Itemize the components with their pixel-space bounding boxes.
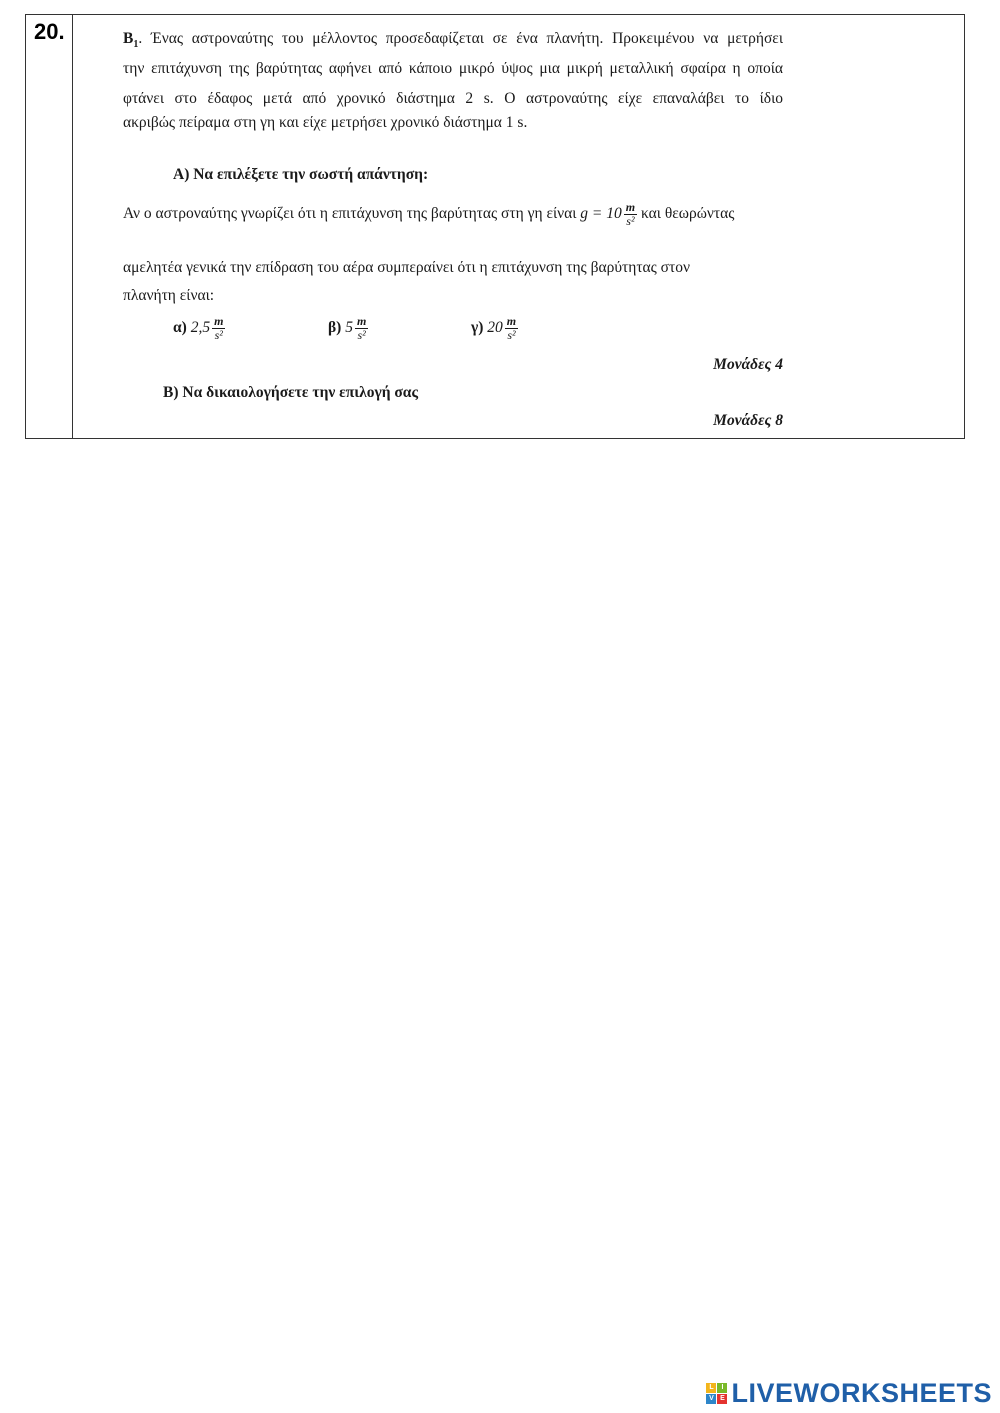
part-a-heading: Α) Να επιλέξετε την σωστή απάντηση: xyxy=(173,166,429,183)
logo-mark-v: V xyxy=(706,1394,716,1404)
option-c-unit: $\frac{m}{\text{s²}}$ xyxy=(506,314,517,342)
option-a-unit: $\frac{m}{\text{s²}}$ xyxy=(214,314,224,342)
logo-mark-e: E xyxy=(717,1394,727,1404)
question-number: 20. xyxy=(34,19,65,44)
part-a-line-1 xyxy=(123,201,734,228)
liveworksheets-logo[interactable] xyxy=(706,1378,992,1408)
part-b: Β) Να δικαιολογήσετε την επιλογή σας xyxy=(163,384,419,401)
logo-text: LIVEWORKSHEETS xyxy=(731,1377,992,1408)
logo-mark-icon xyxy=(706,1383,727,1404)
option-a: α) 2,5 $\frac{m}{\text{s²}}$ xyxy=(173,314,224,342)
g-expression: g = 10 xyxy=(580,205,622,223)
intro-label: Β xyxy=(123,30,134,47)
option-b: β) 5 $\frac{m}{\text{s²}}$ xyxy=(328,314,367,342)
option-b-unit: $\frac{m}{\text{s²}}$ xyxy=(356,314,367,342)
logo-mark-i: I xyxy=(717,1383,727,1393)
unit-fraction: $\frac{m}{\text{s²}}$ xyxy=(625,200,636,228)
intro-line-3: φτάνει στο έδαφος μετά από χρονικό διάστημα 2 s. Ο αστροναύτης είχε επαναλάβει το ίδιο xyxy=(123,90,783,107)
part-a-line-1-start: Αν ο αστροναύτης γνωρίζει ότι η επιτάχυνση της βαρύτητας στη γη είναι xyxy=(123,205,577,223)
points-a: Μονάδες 4 xyxy=(713,356,783,373)
part-a-line-2: αμελητέα γενικά την επίδραση του αέρα συμπεραίνει ότι η επιτάχυνση της βαρύτητας στον xyxy=(123,259,691,276)
intro-subscript: 1 xyxy=(133,39,139,51)
points-b: Μονάδες 8 xyxy=(713,412,783,429)
part-a-line-1-end: και θεωρώντας xyxy=(640,205,735,223)
intro-text-1: . Ένας αστροναύτης του μέλλοντος προσεδαφίζεται σε ένα πλανήτη. Προκειμένου να μετρήσει xyxy=(138,30,783,47)
intro-line-4: ακριβώς πείραμα στη γη και είχε μετρήσει χρονικό διάστημα 1 s. xyxy=(123,114,528,131)
question-table xyxy=(25,14,965,439)
intro-line-2: την επιτάχυνση της βαρύτητας αφήνει από κάποιο μικρό ύψος μια μικρή μεταλλική σφαίρα η οποία xyxy=(123,60,783,77)
logo-mark-l: L xyxy=(706,1383,716,1393)
option-c: γ) 20 $\frac{m}{\text{s²}}$ xyxy=(471,314,517,342)
question-number-cell xyxy=(26,15,73,438)
part-a-line-3: πλανήτη είναι: xyxy=(123,287,215,304)
